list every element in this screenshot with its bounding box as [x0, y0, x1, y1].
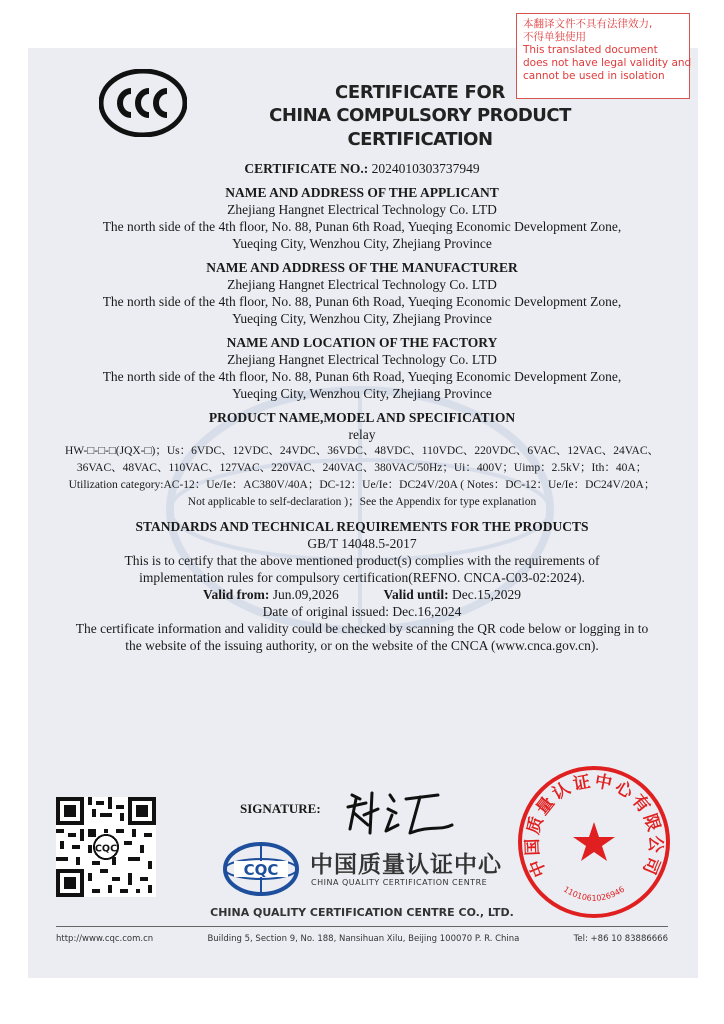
qr-code-icon[interactable]	[56, 797, 156, 897]
qr-center-logo: CQC	[94, 843, 118, 855]
applicant-name: Zhejiang Hangnet Electrical Technology Co. LTD	[227, 202, 497, 217]
product-spec: Not applicable to self-declaration )；See the Appendix for type explanation	[187, 496, 537, 508]
factory-address: The north side of the 4th floor, No. 88, Punan 6th Road, Yueqing Economic Development Zone,	[102, 369, 622, 384]
title-line: CERTIFICATE FOR	[334, 82, 506, 103]
manufacturer-address: The north side of the 4th floor, No. 88, Punan 6th Road, Yueqing Economic Development Zone,	[102, 294, 622, 309]
issuer-name-en: CHINA QUALITY CERTIFICATION CENTRE	[311, 878, 488, 887]
manufacturer-address: Yueqing City, Wenzhou City, Zhejiang Province	[232, 311, 492, 326]
standards-heading: STANDARDS AND TECHNICAL REQUIREMENTS FOR THE PRODUCTS	[135, 519, 589, 534]
validity-check-note: the website of the issuing authority, or on the website of the CNCA (www.cnca.gov.cn).	[125, 638, 599, 653]
factory-name: Zhejiang Hangnet Electrical Technology Co. LTD	[227, 352, 497, 367]
original-issue-date: Date of original issued: Dec.16,2024	[262, 604, 462, 619]
ccc-logo-icon	[99, 69, 187, 137]
product-spec: Utilization category:AC-12：Ue/Ie：AC380V/40A；DC-12：Ue/Ie：DC24V/20A ( Notes：DC-12：Ue/Ie：DC24V/20A；	[68, 479, 656, 491]
signature-label: SIGNATURE:	[240, 801, 321, 816]
factory-address: Yueqing City, Wenzhou City, Zhejiang Province	[232, 386, 492, 401]
cqc-logo-icon	[222, 841, 300, 897]
signature-icon	[340, 785, 460, 840]
validity-check-note: The certificate information and validity could be checked by scanning the QR code below or logging in to	[75, 621, 649, 636]
valid-until-label: Valid until:	[383, 587, 449, 602]
applicant-heading: NAME AND ADDRESS OF THE APPLICANT	[225, 185, 499, 200]
notice-line: does not have legal validity and	[523, 57, 692, 69]
certificate-number	[40, 160, 684, 177]
notice-line: This translated document	[523, 44, 658, 56]
certify-statement: This is to certify that the above mentioned product(s) complies with the requirements of	[124, 553, 600, 568]
footer-address: Building 5, Section 9, No. 188, Nansihuan Xilu, Beijing 100070 P. R. China	[207, 934, 520, 944]
factory-heading: NAME AND LOCATION OF THE FACTORY	[226, 335, 498, 350]
valid-from-label: Valid from:	[202, 587, 270, 602]
footer	[56, 934, 668, 944]
certificate-title	[205, 82, 635, 152]
applicant-address: The north side of the 4th floor, No. 88, Punan 6th Road, Yueqing Economic Development Zone,	[102, 219, 622, 234]
valid-until-value: Dec.15,2029	[452, 587, 522, 602]
product-name: relay	[348, 427, 376, 442]
notice-line: 本翻译文件不具有法律效力,	[523, 18, 653, 30]
svg-text:1101061026946	[562, 885, 626, 903]
manufacturer-name: Zhejiang Hangnet Electrical Technology Co. LTD	[227, 277, 497, 292]
certificate-number-label: CERTIFICATE NO.:	[244, 161, 369, 176]
issuer-full-name: CHINA QUALITY CERTIFICATION CENTRE CO., LTD.	[210, 906, 514, 919]
title-line: CHINA COMPULSORY PRODUCT CERTIFICATION	[269, 105, 571, 150]
certificate-number-value: 2024010303737949	[371, 161, 480, 176]
cqc-logo-text: CQC	[243, 861, 279, 879]
valid-from-value: Jun.09,2026	[272, 587, 339, 602]
standard-code: GB/T 14048.5-2017	[307, 536, 417, 551]
manufacturer-heading: NAME AND ADDRESS OF THE MANUFACTURER	[206, 260, 518, 275]
product-spec: 36VAC、48VAC、110VAC、127VAC、220VAC、240VAC、380VAC/50Hz；Ui：400V；Uimp：2.5kV；Ith：40A；	[76, 462, 648, 474]
product-spec: HW-□-□-□(JQX-□)；Us：6VDC、12VDC、24VDC、36VDC、48VDC、110VDC、220VDC、6VAC、12VAC、24VAC、	[64, 445, 660, 457]
seal-number: 1101061026946	[561, 884, 627, 903]
notice-line: 不得单独使用	[523, 31, 586, 43]
footer-divider	[56, 926, 668, 927]
notice-line: cannot be used in isolation	[523, 70, 665, 82]
certify-statement: implementation rules for compulsory certification(REFNO. CNCA-C03-02:2024).	[139, 570, 585, 585]
seal-text: 中国质量认证中心有限公司	[522, 771, 666, 880]
footer-phone: Tel: +86 10 83886666	[573, 934, 668, 944]
issuer-name-cn: 中国质量认证中心	[310, 852, 502, 878]
validity-period	[40, 586, 684, 603]
product-heading: PRODUCT NAME,MODEL AND SPECIFICATION	[208, 410, 516, 425]
footer-website-link[interactable]: http://www.cqc.com.cn	[56, 934, 154, 944]
certificate-body	[40, 160, 684, 654]
official-seal-icon	[516, 764, 672, 920]
applicant-address: Yueqing City, Wenzhou City, Zhejiang Province	[232, 236, 492, 251]
